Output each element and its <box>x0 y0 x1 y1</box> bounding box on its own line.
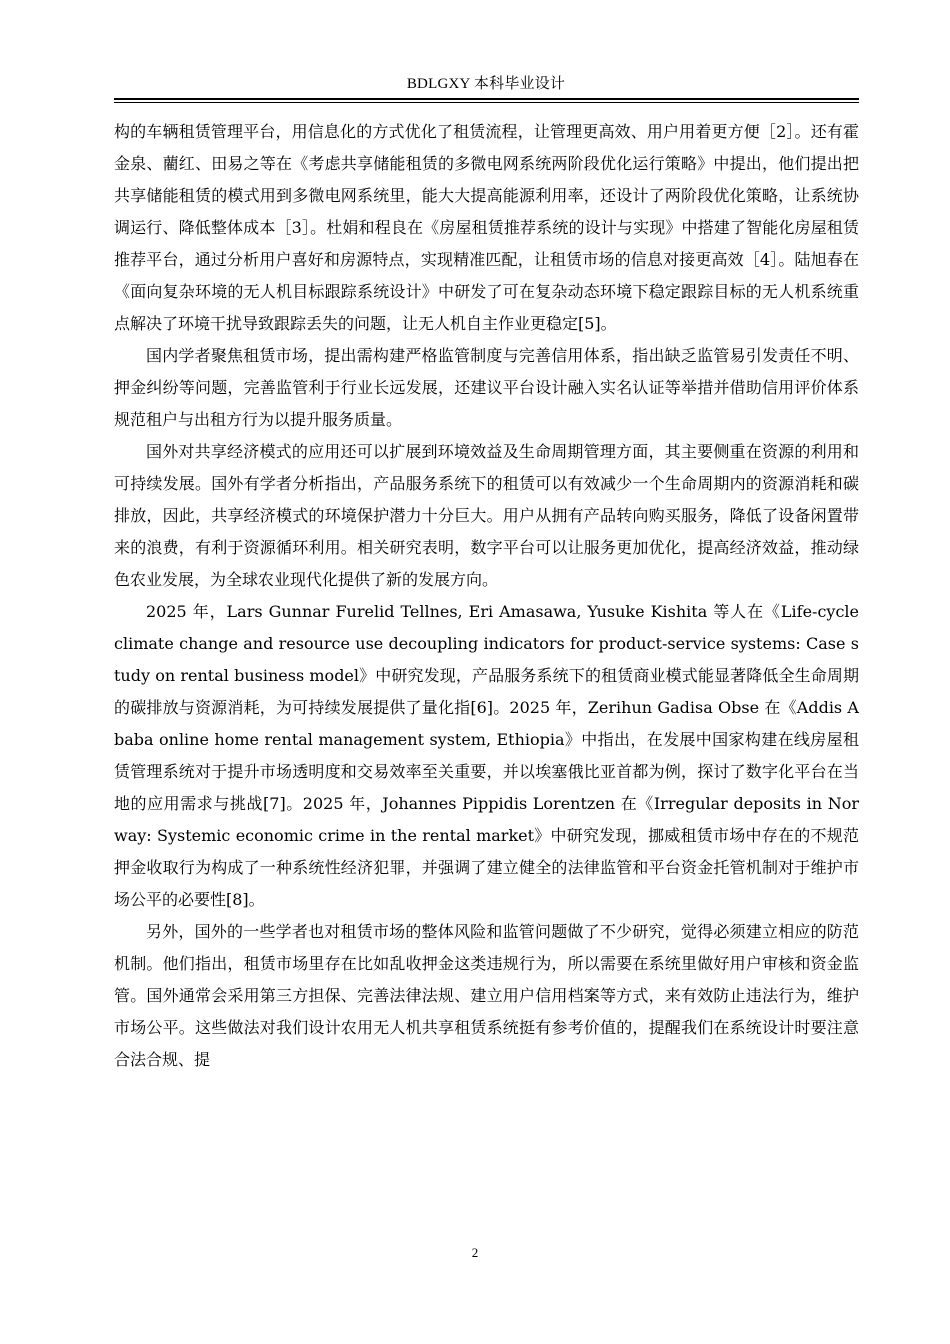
paragraph-foreign-sharing-economy: 国外对共享经济模式的应用还可以扩展到环境效益及生命周期管理方面，其主要侧重在资源的利用和可持续发展。国外有学者分析指出，产品服务系统下的租赁可以有效减少一个生命周期内的资源消耗和碳排放，因此，共享经济模式的环境保护潜力十分巨大。用户从拥有产品转向购买服务，降低了设备闲置带来的浪费，有利于资源循环利用。相关研究表明，数字平台可以让服务更加优化，提高经济效益，推动绿色农业发展，为全球农业现代化提供了新的发展方向。 <box>114 442 859 589</box>
body-text <box>114 116 859 1076</box>
paragraph-foreign-studies-2025: 2025 年，Lars Gunnar Furelid Tellnes, Eri Amasawa, Yusuke Kishita 等人在《Life-cycle climate change and resource use decoupling indicators for product-service systems: Case study on rental business model》中研究发现，产品服务系统下的租赁商业模式能显著降低全生命周期的碳排放与资源消耗，为可持续发展提供了量化指[6]。2025 年，Zerihun Gadisa Obse 在《Addis Ababa online home rental management system, Ethiopia》中指出，在发展中国家构建在线房屋租赁管理系统对于提升市场透明度和交易效率至关重要，并以埃塞俄比亚首都为例，探讨了数字化平台在当地的应用需求与挑战[7]。2025 年，Johannes Pippidis Lorentzen 在《Irregular deposits in Norway: Systemic economic crime in the rental market》中研究发现，挪威租赁市场中存在的不规范押金收取行为构成了一种系统性经济犯罪，并强调了建立健全的法律监管和平台资金托管机制对于维护市场公平的必要性[8]。 <box>114 602 859 909</box>
paragraph-continuation: 构的车辆租赁管理平台，用信息化的方式优化了租赁流程，让管理更高效、用户用着更方便［2］。还有霍金泉、藺红、田易之等在《考虑共享储能租赁的多微电网系统两阶段优化运行策略》中提出，他们提出把共享储能租赁的模式用到多微电网系统里，能大大提高能源利用率，还设计了两阶段优化策略，让系统协调运行、降低整体成本［3］。杜娟和程良在《房屋租赁推荐系统的设计与实现》中搭建了智能化房屋租赁推荐平台，通过分析用户喜好和房源特点，实现精准匹配，让租赁市场的信息对接更高效［4］。陆旭春在《面向复杂环境的无人机目标跟踪系统设计》中研发了可在复杂动态环境下稳定跟踪目标的无人机系统重点解决了环境干扰导致跟踪丢失的问题，让无人机自主作业更稳定[5]。 <box>114 122 859 333</box>
running-header-title: BDLGXY 本科毕业设计 <box>406 76 566 92</box>
header-rule-thick <box>114 98 859 100</box>
page-number: 2 <box>471 1245 479 1260</box>
paragraph-domestic-scholars: 国内学者聚焦租赁市场，提出需构建严格监管制度与完善信用体系，指出缺乏监管易引发责任不明、押金纠纷等问题，完善监管利于行业长远发展，还建议平台设计融入实名认证等举措并借助信用评价体系规范租户与出租方行为以提升服务质量。 <box>114 346 859 429</box>
paragraph-risk-regulation: 另外，国外的一些学者也对租赁市场的整体风险和监管问题做了不少研究，觉得必须建立相应的防范机制。他们指出，租赁市场里存在比如乱收押金这类违规行为，所以需要在系统里做好用户审核和资金监管。国外通常会采用第三方担保、完善法律法规、建立用户信用档案等方式，来有效防止违法行为，维护市场公平。这些做法对我们设计农用无人机共享租赁系统挺有参考价值的，提醒我们在系统设计时要注意合法合规、提 <box>114 922 859 1069</box>
header-rule-thin <box>114 102 859 103</box>
